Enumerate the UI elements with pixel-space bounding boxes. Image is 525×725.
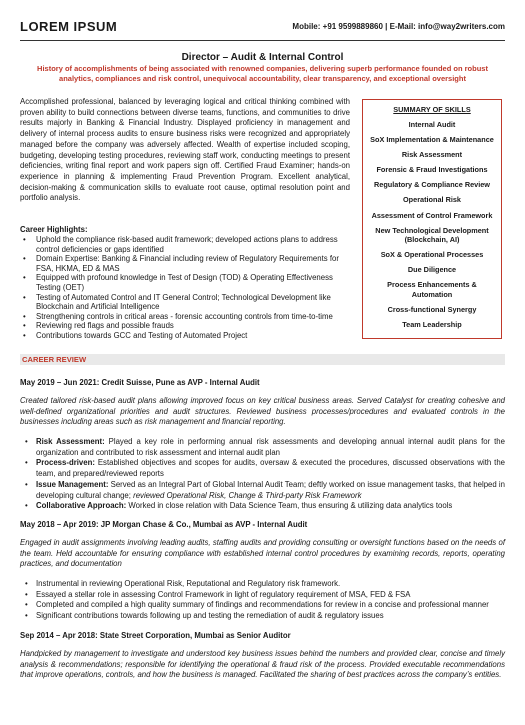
skills-box: [362, 99, 502, 339]
job-bullet: [20, 611, 505, 622]
job-heading: Sep 2014 – Apr 2018: State Street Corporation, Mumbai as Senior Auditor: [20, 631, 291, 640]
skill-item: SoX Implementation & Maintenance: [370, 135, 494, 145]
job-bullet: [20, 579, 505, 590]
header: [20, 19, 505, 37]
skills-list: [363, 120, 501, 330]
job-bullets: [20, 579, 505, 622]
highlight-item: • Contributions towards GCC and Testing of Automated Project: [20, 331, 355, 341]
skill-item: Due Diligence: [407, 265, 457, 275]
bullet-text: Played a key role in performing annual risk assessments and developing annual internal audit plans for the organization and contributed to risk assessment and internal audit plan: [36, 437, 505, 457]
section-title: CAREER REVIEW: [22, 355, 87, 364]
bullet-label: Issue Management:: [36, 479, 109, 489]
skills-heading: SUMMARY OF SKILLS: [393, 105, 471, 114]
bullet-text: Worked in close relation with Data Science Team, thus ensuring & utilizing data analytics tools: [126, 501, 453, 511]
highlight-item: • Domain Expertise: Banking & Financial including review of Regulatory Requirements for FSA, HKMA, ED & MAS: [20, 254, 355, 273]
job-bullets: [20, 437, 505, 512]
bullet-text: Established objectives and scopes for audits, oversaw & executed the procedures, discussed observations with the team, and prepared/reviewed reports: [36, 458, 505, 479]
highlight-item: • Testing of Automated Control and IT General Control; Technological Development like Blockchain and Artificial Intelligence: [20, 293, 355, 312]
bullet-text: Instrumental in reviewing Operational Risk, Reputational and Regulatory risk framework.: [36, 579, 341, 588]
job-bullet: [20, 590, 505, 601]
bullet-text: Essayed a stellar role in assessing Control Framework in light of regulatory requirement of MSA, FED & FSA: [36, 589, 411, 599]
job-bullet: [20, 600, 505, 611]
skill-item: Process Enhancements & Automation: [387, 280, 477, 299]
skill-item: Risk Assessment: [401, 150, 463, 160]
job-heading: May 2018 – Apr 2019: JP Morgan Chase & Co., Mumbai as AVP - Internal Audit: [20, 520, 308, 529]
highlight-item: • Equipped with profound knowledge in Test of Design (TOD) & Operating Effectiveness Testing (OET): [20, 273, 355, 292]
highlight-item: • Reviewing red flags and possible frauds: [20, 321, 355, 331]
job-bullet: [20, 480, 505, 501]
header-rule: [20, 40, 505, 41]
job-description: Engaged in audit assignments involving leading audits, staffing audits and providing consulting or oversight functions based on the needs of the team. Held accountable for ensuring compliance with established internal control procedures by examining records, reports, operating practices, and documentation: [20, 538, 505, 569]
skill-item: SoX & Operational Processes: [380, 250, 484, 260]
bullet-text: Served as an Integral Part of Global Internal Audit Team; deftly worked on issue management tasks, that helped in developing cultural change;: [36, 479, 506, 500]
contact-info: Mobile: +91 9599889860 | E-Mail: info@way2writers.com: [292, 22, 505, 31]
highlight-item: • Uphold the compliance risk-based audit framework; developed actions plans to address control deficiencies or gaps identified: [20, 235, 355, 254]
skill-item: Forensic & Fraud Investigations: [376, 165, 488, 175]
job-description: Handpicked by management to investigate and understood key business issues behind the numbers and provided clear, concise and timely analysis & recommendations; responsible for identifying the operational & fraud risk of the process. Provided executable recommendations that improve operations, controls, and how the business is managed. Facilitated the sharing of best practices across the company’s entities.: [20, 649, 505, 680]
skill-item: Assessment of Control Framework: [371, 210, 493, 220]
job-bullet: [20, 501, 505, 512]
skill-item: Team Leadership: [402, 320, 462, 330]
job-title: Director – Audit & Internal Control: [181, 52, 344, 63]
highlights-list: [20, 235, 355, 341]
headline-summary: History of accomplishments of being associated with renowned companies, delivering superb performance founded on robust analytics, compliances and risk control, unequivocal accountability, clear transparency, and exceptional oversight: [37, 64, 488, 83]
bullet-label: Process-driven:: [36, 458, 95, 468]
candidate-name: LOREM IPSUM: [20, 19, 118, 34]
highlight-item: • Strengthening controls in critical areas - forensic accounting controls from time-to-time: [20, 312, 355, 322]
bullet-label: Risk Assessment:: [36, 437, 105, 446]
skill-item: Cross-functional Synergy: [387, 305, 477, 315]
profile-summary: Accomplished professional, balanced by leveraging logical and critical thinking combined with proven ability to build connections between diverse teams, functions, and communities to drive results majorly in Banking & Financial Industry. Displayed proficiency in management and delivery of internal process audits to ensure business risks were recognized and appropriately managed before the company was adversely affected. Wealth of expertise included scoping, budgeting, developing testing procedures, reviewing staff work, conducting meetings to present deficiencies, writing final report and work papers sign off. Certified Fraud Examiner; hands-on experience in planning & implementing Fraud Prevention Program. Excellent analytical, decision-making & communication skills to evaluate root cause, optimal resolution point and portfolio analysis.: [20, 97, 350, 203]
skill-item: Internal Audit: [408, 120, 456, 129]
skill-item: Operational Risk: [403, 195, 461, 205]
section-bar: [20, 354, 505, 365]
bullet-text: Significant contributions towards following up and testing the remediation of audit & regulatory issues: [36, 611, 384, 621]
job-bullet: [20, 437, 505, 458]
job-heading: May 2019 – Jun 2021: Credit Suisse, Pune as AVP - Internal Audit: [20, 378, 260, 387]
skill-item: Regulatory & Compliance Review: [374, 180, 490, 190]
job-bullet: [20, 458, 505, 479]
skill-item: New Technological Development (Blockchain, AI): [375, 225, 489, 245]
bullet-label: Collaborative Approach:: [36, 501, 127, 511]
bullet-italic-text: reviewed Operational Risk, Change & Third-party Risk Framework: [133, 490, 362, 500]
highlights-heading: Career Highlights:: [20, 225, 88, 234]
job-description: Created tailored risk-based audit plans allowing improved focus on key critical business areas. Served Catalyst for creating cohesive and well-defined organizational priorities and audit structures. Reviewed business processes/procedures and evaluated controls in the businesses including areas such as risk management and financial reporting.: [20, 396, 505, 427]
bullet-text: Completed and compiled a high quality summary of findings and recommendations for review in a concise and professional manner: [36, 600, 489, 610]
